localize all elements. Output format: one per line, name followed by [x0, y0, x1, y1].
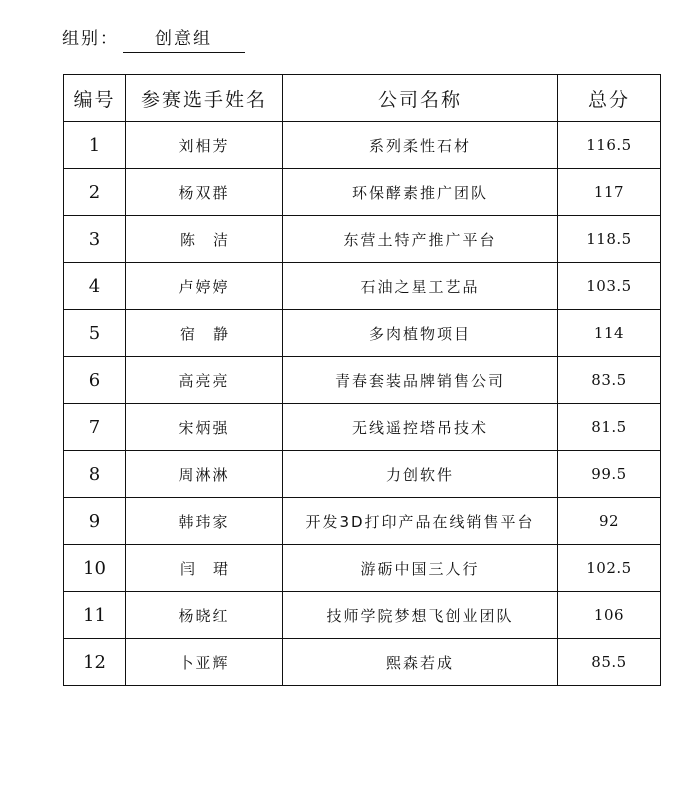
- company-name: 东营土特产推广平台: [283, 216, 558, 263]
- table-row: [64, 169, 661, 216]
- table-row: [64, 592, 661, 639]
- header-contestant-name: 参赛选手姓名: [126, 75, 283, 122]
- table-row: [64, 310, 661, 357]
- total-score: 92: [558, 498, 661, 545]
- company-name: 无线遥控塔吊技术: [283, 404, 558, 451]
- company-name: 系列柔性石材: [283, 122, 558, 169]
- company-name: 技师学院梦想飞创业团队: [283, 592, 558, 639]
- row-number: 8: [64, 451, 126, 498]
- row-number: 11: [64, 592, 126, 639]
- table-row: [64, 263, 661, 310]
- total-score: 81.5: [558, 404, 661, 451]
- row-number: 1: [64, 122, 126, 169]
- table-row: [64, 122, 661, 169]
- row-number: 4: [64, 263, 126, 310]
- row-number: 9: [64, 498, 126, 545]
- total-score: 102.5: [558, 545, 661, 592]
- contestant-name: 卢婷婷: [126, 263, 283, 310]
- total-score: 116.5: [558, 122, 661, 169]
- table-row: [64, 216, 661, 263]
- contestant-name: 韩玮家: [126, 498, 283, 545]
- company-name: 熙森若成: [283, 639, 558, 686]
- company-name: 石油之星工艺品: [283, 263, 558, 310]
- header-number: 编号: [64, 75, 126, 122]
- header-company-name: 公司名称: [283, 75, 558, 122]
- contestant-name: 宿静: [126, 310, 283, 357]
- row-number: 12: [64, 639, 126, 686]
- table-row: [64, 404, 661, 451]
- company-name: 开发3D打印产品在线销售平台: [283, 498, 558, 545]
- total-score: 114: [558, 310, 661, 357]
- row-number: 7: [64, 404, 126, 451]
- company-name: 力创软件: [283, 451, 558, 498]
- score-table: [63, 74, 661, 686]
- company-name: 多肉植物项目: [283, 310, 558, 357]
- contestant-name: 高亮亮: [126, 357, 283, 404]
- header-total-score: 总分: [558, 75, 661, 122]
- table-row: [64, 639, 661, 686]
- contestant-name: 陈洁: [126, 216, 283, 263]
- total-score: 118.5: [558, 216, 661, 263]
- contestant-name: 宋炳强: [126, 404, 283, 451]
- total-score: 103.5: [558, 263, 661, 310]
- table-header-row: [64, 75, 661, 122]
- total-score: 83.5: [558, 357, 661, 404]
- contestant-name: 杨双群: [126, 169, 283, 216]
- total-score: 85.5: [558, 639, 661, 686]
- row-number: 10: [64, 545, 126, 592]
- table-row: [64, 357, 661, 404]
- row-number: 6: [64, 357, 126, 404]
- company-name: 青春套装品牌销售公司: [283, 357, 558, 404]
- contestant-name: 闫珺: [126, 545, 283, 592]
- group-label: 组别：: [62, 29, 119, 49]
- company-name: 环保酵素推广团队: [283, 169, 558, 216]
- contestant-name: 刘相芳: [126, 122, 283, 169]
- table-row: [64, 498, 661, 545]
- total-score: 99.5: [558, 451, 661, 498]
- table-row: [64, 451, 661, 498]
- row-number: 3: [64, 216, 126, 263]
- contestant-name: 周淋淋: [126, 451, 283, 498]
- company-name: 游砺中国三人行: [283, 545, 558, 592]
- row-number: 2: [64, 169, 126, 216]
- group-value: 创意组: [123, 26, 245, 53]
- table-row: [64, 545, 661, 592]
- row-number: 5: [64, 310, 126, 357]
- group-line: [62, 24, 245, 54]
- contestant-name: 杨晓红: [126, 592, 283, 639]
- total-score: 117: [558, 169, 661, 216]
- contestant-name: 卜亚辉: [126, 639, 283, 686]
- total-score: 106: [558, 592, 661, 639]
